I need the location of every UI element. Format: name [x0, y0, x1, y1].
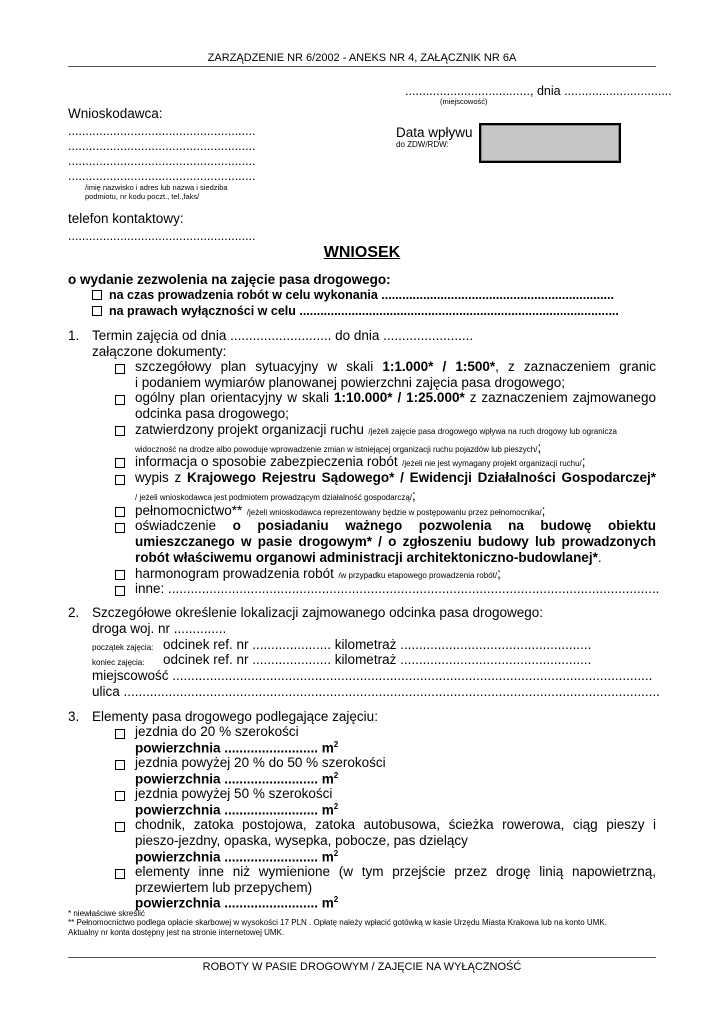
element2-label: jezdnia powyżej 20 % do 50 % szerokości	[135, 755, 386, 770]
document-header: ZARZĄDZENIE NR 6/2002 - ANEKS NR 4, ZAŁĄCZNIK NR 6A	[207, 52, 517, 64]
doc6-line: pełnomocnictwo** /jeżeli wnioskodawca reprezentowany będzie w postępowaniu przez pełnomocnika/;	[135, 503, 546, 518]
doc2-line-1: ogólny plan orientacyjny w skali 1:10.000* / 1:25.000* z zaznaczeniem zajmowanego	[135, 390, 656, 405]
header-rule	[68, 66, 656, 67]
start-segment-line[interactable]: odcinek ref. nr ..................... kilometraż ...................................................	[163, 637, 592, 652]
element1-label: jezdnia do 20 % szerokości	[135, 724, 299, 739]
doc8-checkbox[interactable]	[115, 570, 125, 580]
doc7-line-3: robót właściwemu organowi administracji architektoniczno-budowlanej*.	[135, 550, 602, 565]
doc5-line-2: / jeżeli wnioskodawca jest podmiotem prowadzącym działalność gospodarczą/;	[135, 488, 416, 503]
doc7-line-1: oświadczenie o posiadaniu ważnego pozwolenia na budowę obiektu	[135, 518, 656, 533]
start-label: początek zajęcia:	[92, 643, 154, 652]
doc6-checkbox[interactable]	[115, 507, 125, 517]
element1-checkbox[interactable]	[115, 729, 125, 739]
element5-area[interactable]: powierzchnia ......................... $m^2$	[135, 895, 339, 911]
subject-option-2-label: na prawach wyłączności w celu ............................................................................................	[109, 304, 619, 318]
doc5-checkbox[interactable]	[115, 475, 125, 485]
section-2-number: 2.	[68, 605, 80, 620]
subject-option-2[interactable]	[92, 304, 619, 318]
applicant-line-4[interactable]: ......................................................	[68, 169, 256, 183]
applicant-caption-1: /imię nazwisko i adres lub nazwa i siedziba	[85, 183, 228, 192]
document-footer: ROBOTY W PASIE DROGOWYM / ZAJĘCIE NA WYŁĄCZNOŚĆ	[202, 961, 522, 973]
footnote-3: Aktualny nr konta dostępny jest na stronie internetowej UMK.	[68, 928, 285, 937]
element5-checkbox[interactable]	[115, 869, 125, 879]
doc2-line-2: odcinka pasa drogowego;	[135, 406, 289, 421]
subject-heading: o wydanie zezwolenia na zajęcie pasa drogowego:	[68, 272, 391, 287]
doc8-line: harmonogram prowadzenia robót /w przypadku etapowego prowadzenia robót/;	[135, 566, 501, 581]
place-date-line[interactable]: ...................................., dnia ...............................	[405, 84, 672, 98]
doc2-checkbox[interactable]	[115, 395, 125, 405]
doc3-line-1: zatwierdzony projekt organizacji ruchu /jeżeli zajęcie pasa drogowego wpływa na ruch drogowy lub ogranicza	[135, 422, 617, 437]
checkbox-icon[interactable]	[92, 306, 102, 316]
road-number-line[interactable]: droga woj. nr ..............	[92, 621, 227, 636]
page-title: WNIOSEK	[323, 244, 401, 261]
element4-area[interactable]: powierzchnia ......................... $m^2$	[135, 849, 339, 865]
element3-label: jezdnia powyżej 50 % szerokości	[135, 786, 333, 801]
applicant-line-1[interactable]: ......................................................	[68, 124, 256, 138]
doc9-other-line[interactable]: inne: ...................................................................................................................................	[135, 581, 660, 596]
doc9-checkbox[interactable]	[115, 586, 125, 596]
doc5-line-1: wypis z Krajowego Rejestru Sądowego* / Ewidencji Działalności Gospodarczej*	[135, 470, 656, 485]
element2-area[interactable]: powierzchnia ......................... $m^2$	[135, 771, 339, 787]
phone-line[interactable]: ......................................................	[68, 229, 256, 243]
element4-checkbox[interactable]	[115, 822, 125, 832]
element4-label-1: chodnik, zatoka postojowa, zatoka autobusowa, ścieżka rowerowa, ciąg pieszy i	[135, 817, 656, 832]
end-label: koniec zajęcia:	[92, 658, 145, 667]
receipt-stamp-box	[479, 123, 621, 163]
section-1-number: 1.	[68, 328, 80, 343]
element5-label-2: przewiertem lub przepychem)	[135, 880, 313, 895]
subject-option-1[interactable]	[92, 288, 614, 302]
doc7-checkbox[interactable]	[115, 523, 125, 533]
footnote-2: ** Pełnomocnictwo podlega opłacie skarbowej w wysokości 17 PLN . Opłatę należy wpłacić gotówką w kasie Urzędu Miasta Krakowa lub na konto UMK.	[68, 918, 607, 927]
subject-option-1-label: na czas prowadzenia robót w celu wykonania ...................................................................	[109, 288, 614, 302]
applicant-caption-2: podmiotu, nr kodu poczt., tel.,faks/	[85, 192, 200, 201]
element3-area[interactable]: powierzchnia ......................... $m^2$	[135, 802, 339, 818]
doc4-line: informacja o sposobie zabezpieczenia robót /jeżeli nie jest wymagany projekt organizacji ruchu/;	[135, 454, 586, 469]
place-caption: (miejscowość)	[440, 97, 488, 106]
doc7-line-2: umieszczanego w pasie drogowym* / o zgłoszeniu budowy lub prowadzonych	[135, 534, 656, 549]
doc3-checkbox[interactable]	[115, 426, 125, 436]
attachments-label: załączone dokumenty:	[92, 344, 227, 359]
receipt-sub: do ZDW/RDW:	[396, 140, 449, 149]
phone-label: telefon kontaktowy:	[68, 211, 184, 226]
section-2-heading: Szczegółowe określenie lokalizacji zajmowanego odcinka pasa drogowego:	[92, 605, 544, 620]
applicant-line-2[interactable]: ......................................................	[68, 139, 256, 153]
doc1-checkbox[interactable]	[115, 364, 125, 374]
doc1-line-1: szczegółowy plan sytuacyjny w skali 1:1.000* / 1:500*, z zaznaczeniem granic	[135, 359, 656, 374]
doc3-line-2: widoczność na drodze albo powoduje wprowadzenie zmian w istniejącej organizacji ruchu pojazdów lub pieszych/;	[135, 440, 542, 455]
town-line[interactable]: miejscowość ................................................................................................................................	[92, 668, 653, 683]
end-segment-line[interactable]: odcinek ref. nr ..................... kilometraż ...................................................	[163, 652, 592, 667]
section-3-number: 3.	[68, 709, 80, 724]
receipt-label: Data wpływu	[396, 125, 473, 140]
element2-checkbox[interactable]	[115, 760, 125, 770]
footer-rule	[68, 957, 656, 958]
element4-label-2: pieszo-jezdny, opaska, wysepka, pobocze, pas dzielący	[135, 833, 468, 848]
element1-area[interactable]: powierzchnia ......................... $m^2$	[135, 740, 339, 756]
applicant-line-3[interactable]: ......................................................	[68, 154, 256, 168]
element5-label-1: elementy inne niż wymienione (w tym przejście przez drogę linią napowietrzną,	[135, 864, 656, 879]
element3-checkbox[interactable]	[115, 791, 125, 801]
doc1-line-2: i podaniem wymiarów planowanej powierzchni zajęcia pasa drogowego;	[135, 375, 565, 390]
applicant-label: Wnioskodawca:	[68, 106, 163, 121]
doc4-checkbox[interactable]	[115, 458, 125, 468]
term-line[interactable]: Termin zajęcia od dnia ........................... do dnia ........................	[92, 328, 474, 343]
street-line[interactable]: ulica ...............................................................................................................................................	[92, 684, 660, 699]
section-3-heading: Elementy pasa drogowego podlegające zajęciu:	[92, 709, 378, 724]
footnote-1: * niewłaściwe skreślić	[68, 909, 145, 918]
checkbox-icon[interactable]	[92, 290, 102, 300]
